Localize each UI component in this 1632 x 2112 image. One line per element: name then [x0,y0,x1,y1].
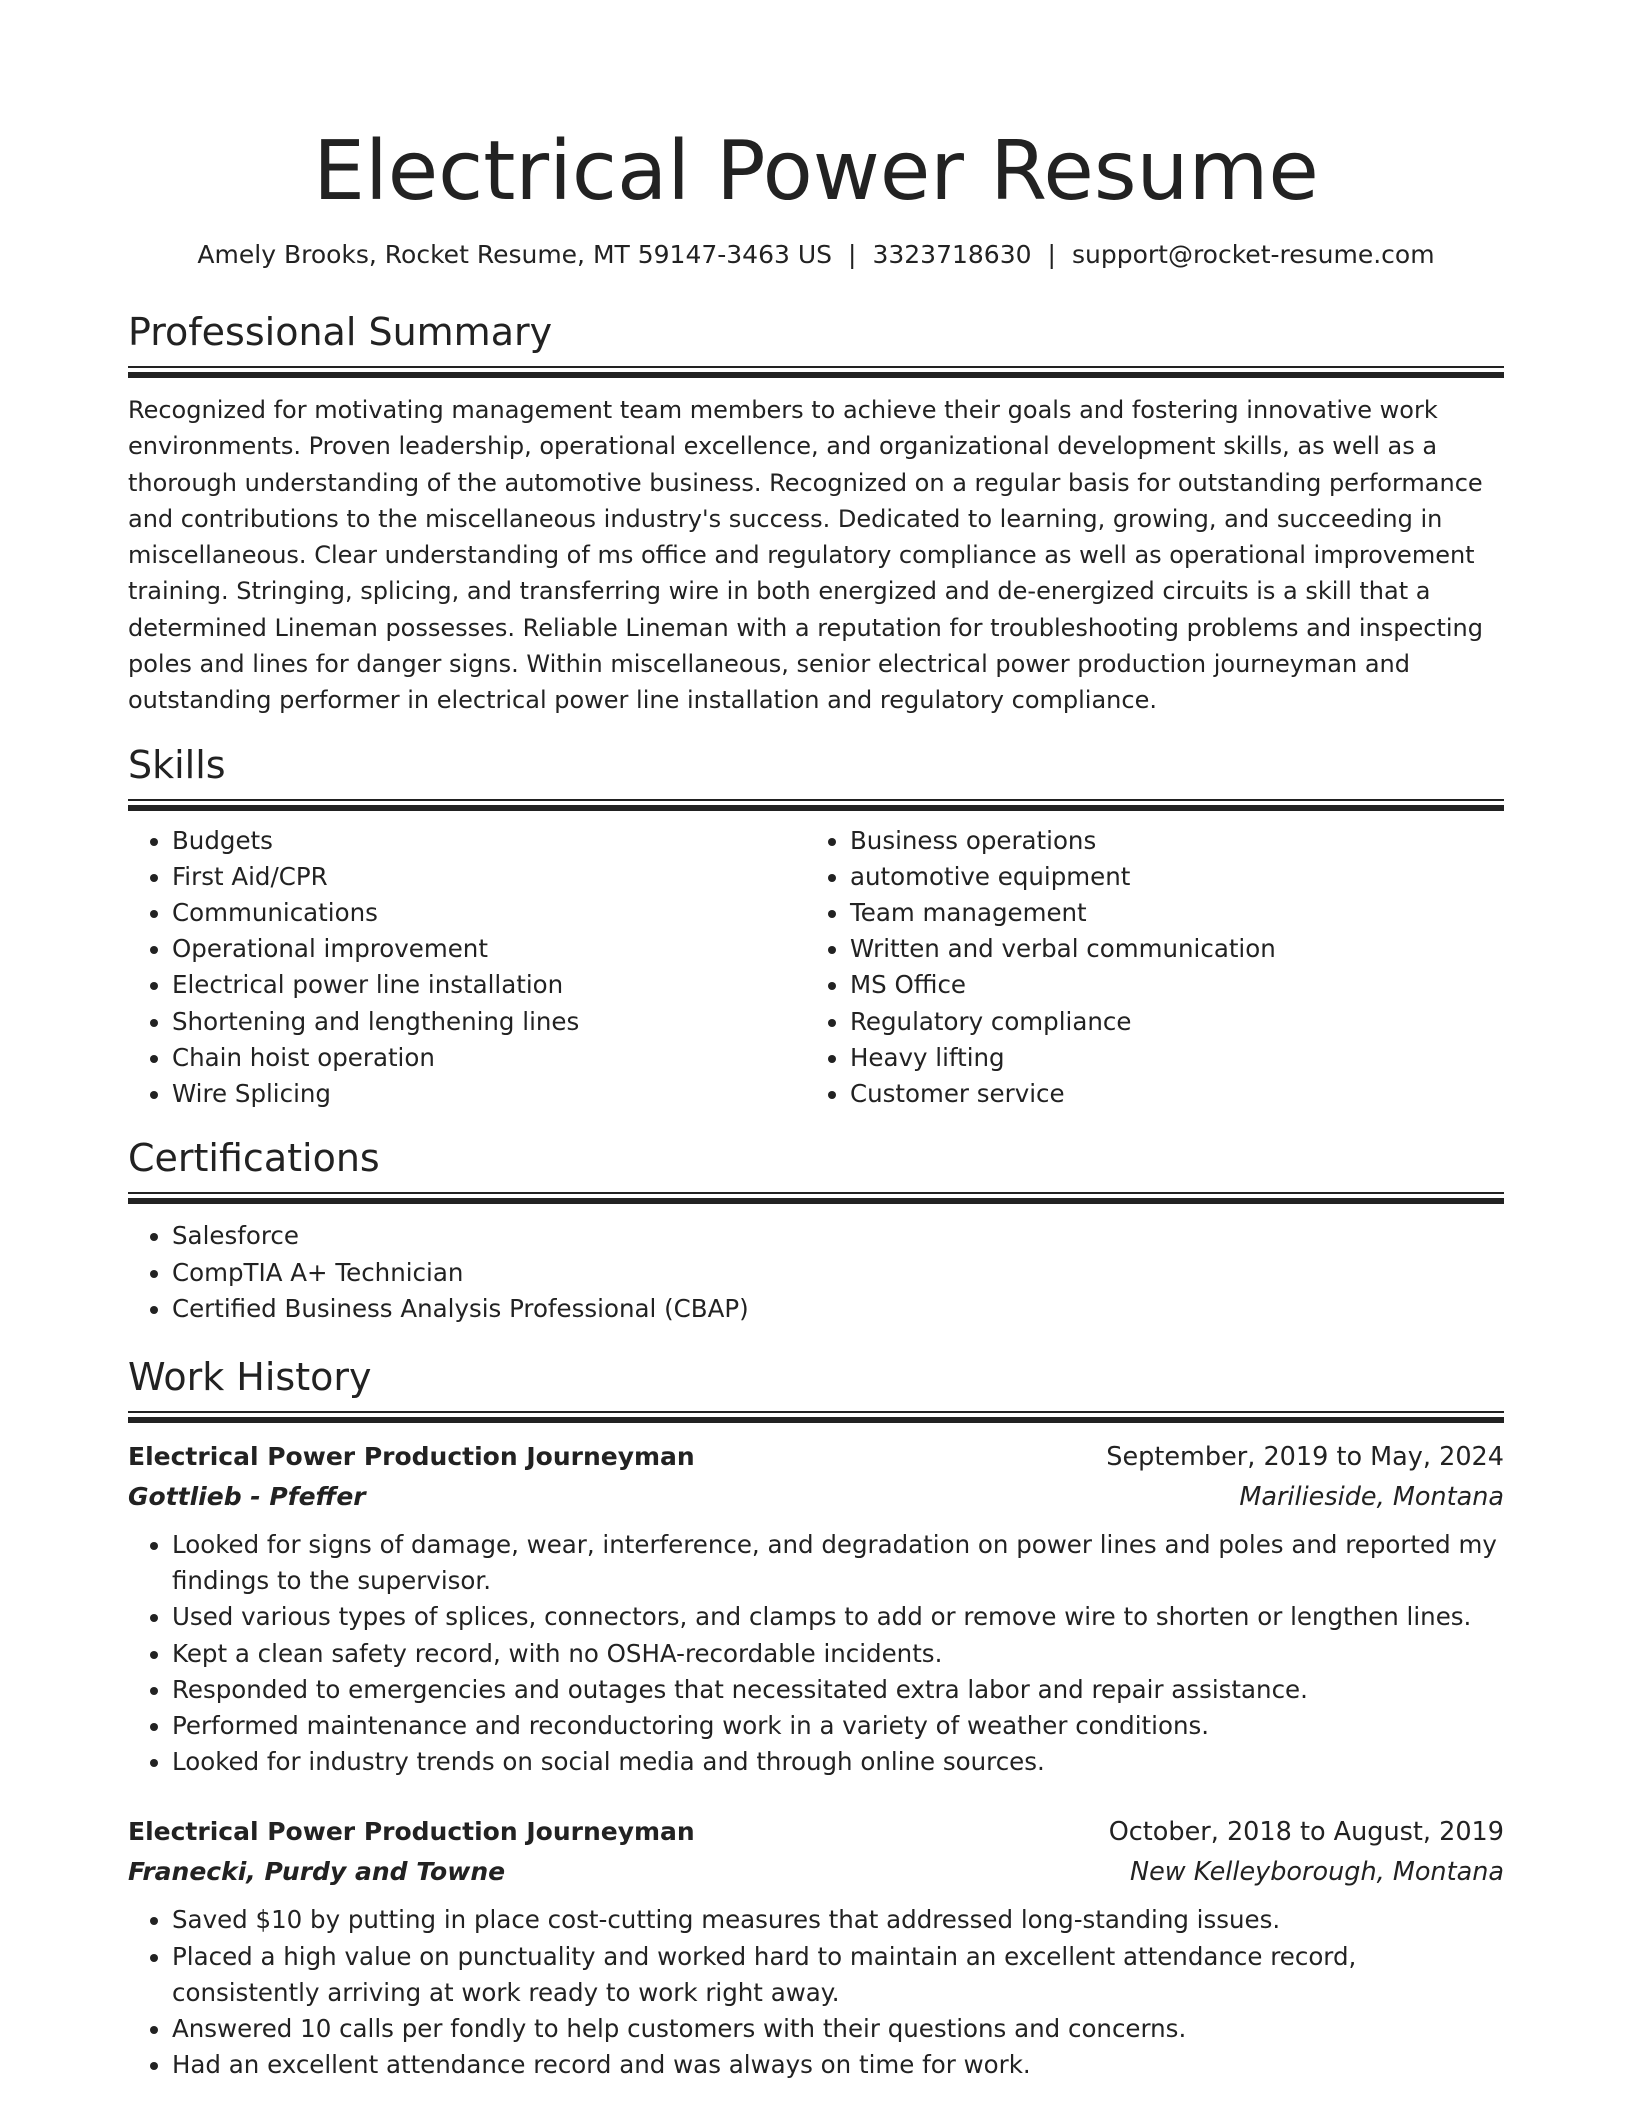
skills-column-left [128,823,806,1113]
certification-item: • Salesforce [172,1218,1504,1254]
skill-item: • Budgets [172,823,806,859]
job-bullets [128,1902,1504,2083]
skill-item: • Chain hoist operation [172,1040,806,1076]
summary-text: Recognized for motivating management team members to achieve their goals and fostering innovative work environments. Proven leadership, operational excellence, and organizational development skills, as well as a thorough understanding of the automotive business. Recognized on a regular basis for outstanding performance and contributions to the miscellaneous industry's success. Dedicated to learning, growing, and succeeding in miscellaneous. Clear understanding of ms office and regulatory compliance as well as operational improvement training. Stringing, splicing, and transferring wire in both energized and de-energized circuits is a skill that a determined Lineman possesses. Reliable Lineman with a reputation for troubleshooting problems and inspecting poles and lines for danger signs. Within miscellaneous, senior electrical power production journeyman and outstanding performer in electrical power line installation and regulatory compliance. [128,396,1483,715]
work-history-section [128,1353,1504,2083]
job-bullet: • Performed maintenance and reconductoring work in a variety of weather conditions. [172,1708,1504,1744]
job-location: New Kelleyborough, Montana [1130,1857,1504,1888]
contact-line [128,238,1504,272]
section-divider [128,799,1504,811]
section-divider [128,1411,1504,1423]
skill-item: • Communications [172,895,806,931]
section-heading-skills: Skills [128,742,226,787]
job-title: Electrical Power Production Journeyman [128,1817,695,1847]
job-bullet: • Responded to emergencies and outages that necessitated extra labor and repair assistance. [172,1672,1504,1708]
skill-item: • automotive equipment [850,859,1484,895]
certifications-section [128,1134,1504,1327]
skill-item: • Team management [850,895,1484,931]
contact-email: support@rocket-resume.com [1071,240,1435,269]
skill-item: • MS Office [850,967,1484,1003]
job-bullet: • Looked for signs of damage, wear, interference, and degradation on power lines and poles and reported my findings to the supervisor. [172,1527,1504,1599]
resume-page [128,0,1504,2083]
section-heading-certifications: Certifications [128,1136,380,1181]
skill-item: • Customer service [850,1076,1484,1112]
section-heading-work-history: Work History [128,1354,372,1399]
job-bullet: • Placed a high value on punctuality and worked hard to maintain an excellent attendance record, consistently arriving at work ready to work right away. [172,1939,1504,2011]
job-dates: October, 2018 to August, 2019 [1108,1817,1504,1848]
contact-address: Amely Brooks, Rocket Resume, MT 59147-3463 US [197,240,833,269]
job-bullet: • Answered 10 calls per fondly to help customers with their questions and concerns. [172,2011,1504,2047]
skill-item: • Electrical power line installation [172,967,806,1003]
job-bullet: • Had an excellent attendance record and was always on time for work. [172,2047,1504,2083]
job-company: Gottlieb - Pfeffer [128,1481,366,1511]
resume-title: Electrical Power Resume [313,124,1319,219]
job-company: Franecki, Purdy and Towne [128,1857,506,1887]
job-location: Marilieside, Montana [1239,1481,1504,1512]
skills-column-right [806,823,1484,1113]
skill-item: • Written and verbal communication [850,931,1484,967]
section-divider [128,366,1504,378]
certifications-list [128,1218,1504,1327]
job-title: Electrical Power Production Journeyman [128,1441,695,1471]
job-dates: September, 2019 to May, 2024 [1106,1441,1504,1472]
skill-item: • Regulatory compliance [850,1004,1484,1040]
contact-separator: | [1047,240,1056,269]
skill-item: • Operational improvement [172,931,806,967]
job-entry [128,1437,1504,1780]
job-bullet: • Saved $10 by putting in place cost-cutting measures that addressed long-standing issues. [172,1902,1504,1938]
contact-phone: 3323718630 [872,240,1032,269]
job-entry [128,1812,1504,2083]
skill-item: • First Aid/CPR [172,859,806,895]
contact-separator: | [848,240,857,269]
summary-section [128,308,1504,719]
skill-item: • Heavy lifting [850,1040,1484,1076]
skills-grid [128,823,1504,1113]
skills-section [128,741,1504,1113]
job-bullet: • Looked for industry trends on social media and through online sources. [172,1744,1504,1780]
job-bullets [128,1527,1504,1780]
job-bullet: • Used various types of splices, connectors, and clamps to add or remove wire to shorten or lengthen lines. [172,1599,1504,1635]
skill-item: • Wire Splicing [172,1076,806,1112]
skill-item: • Business operations [850,823,1484,859]
skill-item: • Shortening and lengthening lines [172,1004,806,1040]
job-bullet: • Kept a clean safety record, with no OSHA-recordable incidents. [172,1636,1504,1672]
section-heading-summary: Professional Summary [128,310,553,354]
section-divider [128,1192,1504,1204]
certification-item: • CompTIA A+ Technician [172,1255,1504,1291]
certification-item: • Certified Business Analysis Professional (CBAP) [172,1291,1504,1327]
